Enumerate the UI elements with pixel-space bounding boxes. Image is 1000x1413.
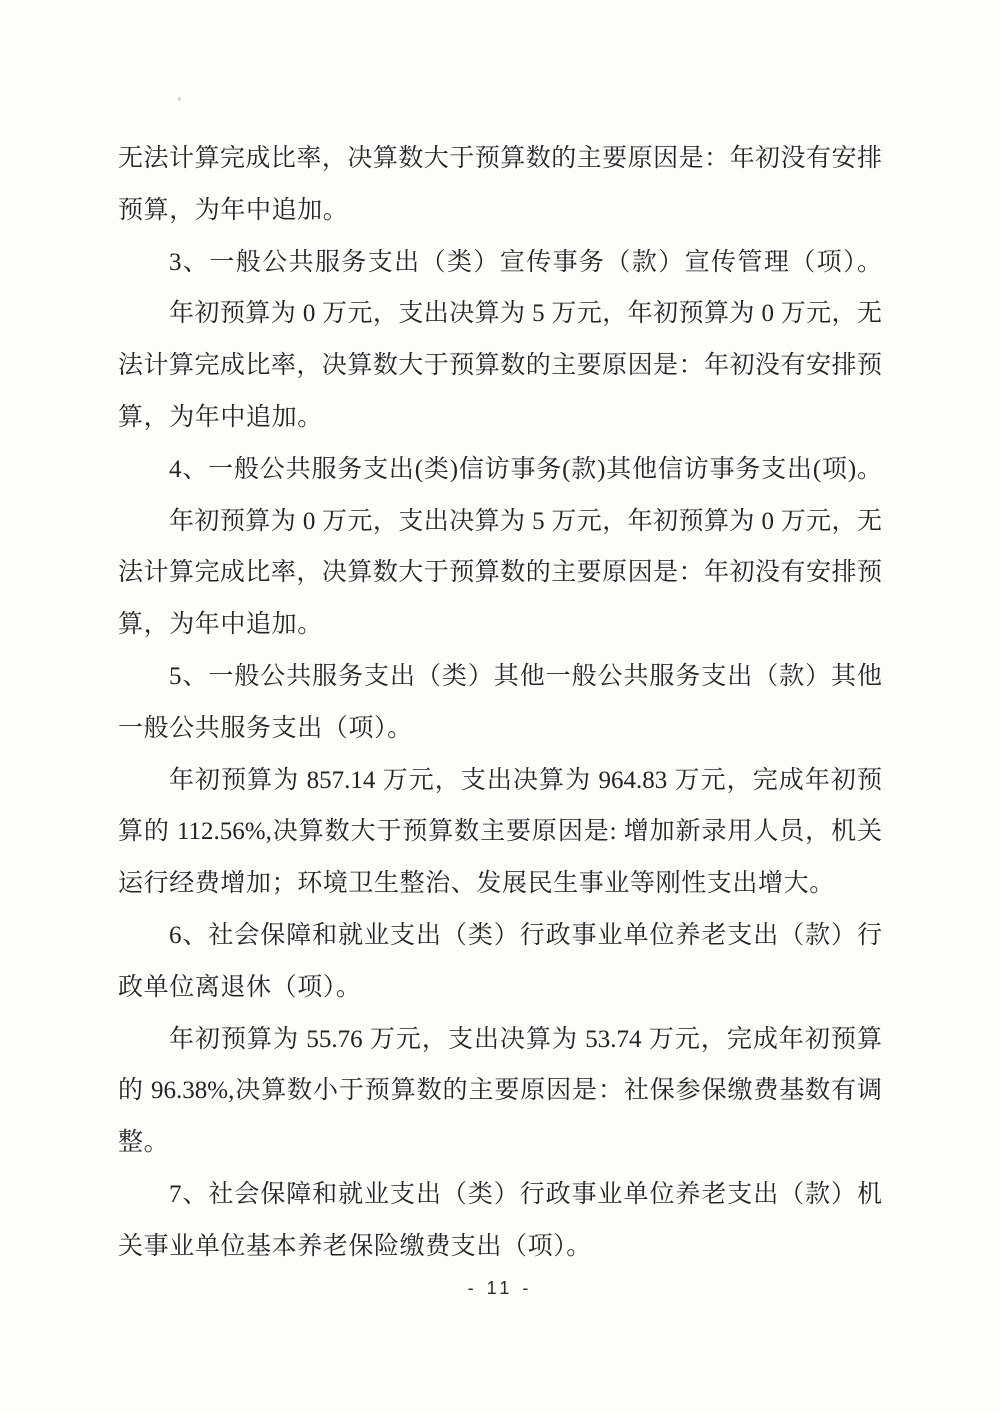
body-line: 算的 112.56%,决算数大于预算数主要原因是: 增加新录用人员，机关: [118, 818, 882, 846]
body-line: 的 96.38%,决算数小于预算数的主要原因是：社保参保缴费基数有调: [118, 1077, 882, 1105]
body-line: 无法计算完成比率，决算数大于预算数的主要原因是：年初没有安排: [118, 145, 882, 172]
page-number: - 11 -: [467, 1278, 533, 1298]
body-line: 算，为年中追加。: [118, 611, 323, 639]
section-heading-line: 5、一般公共服务支出（类）其他一般公共服务支出（款）其他: [169, 662, 882, 690]
body-line: 年初预算为 857.14 万元，支出决算为 964.83 万元，完成年初预: [169, 766, 882, 794]
body-line: 法计算完成比率，决算数大于预算数的主要原因是：年初没有安排预: [118, 352, 882, 380]
body-line: 年初预算为 0 万元，支出决算为 5 万元，年初预算为 0 万元，无: [169, 300, 882, 328]
body-line: 算，为年中追加。: [118, 403, 323, 431]
section-heading-line: 一般公共服务支出（项）。: [118, 714, 413, 742]
body-line: 年初预算为 0 万元，支出决算为 5 万元，年初预算为 0 万元，无: [169, 507, 882, 535]
section-heading-line: 6、社会保障和就业支出（类）行政事业单位养老支出（款）行: [169, 921, 882, 949]
section-heading-line: 3、一般公共服务支出（类）宣传事务（款）宣传管理（项）。: [169, 248, 882, 276]
body-line: 预算，为年中追加。: [118, 196, 349, 224]
body-line: 运行经费增加；环境卫生整治、发展民生事业等刚性支出增大。: [118, 870, 835, 898]
body-line: 法计算完成比率，决算数大于预算数的主要原因是：年初没有安排预: [118, 559, 882, 587]
page-body-text: [118, 133, 882, 1273]
body-line: 整。: [118, 1129, 170, 1157]
section-heading-line: 7、社会保障和就业支出（类）行政事业单位养老支出（款）机: [169, 1180, 882, 1208]
scan-speckle: [178, 97, 181, 101]
section-heading-line: 政单位离退休（项）。: [118, 973, 362, 1001]
section-heading-line: 4、一般公共服务支出(类)信访事务(款)其他信访事务支出(项)。: [169, 455, 882, 483]
section-heading-line: 关事业单位基本养老保险缴费支出（项）。: [118, 1232, 592, 1260]
body-line: 年初预算为 55.76 万元，支出决算为 53.74 万元，完成年初预算: [169, 1025, 882, 1053]
